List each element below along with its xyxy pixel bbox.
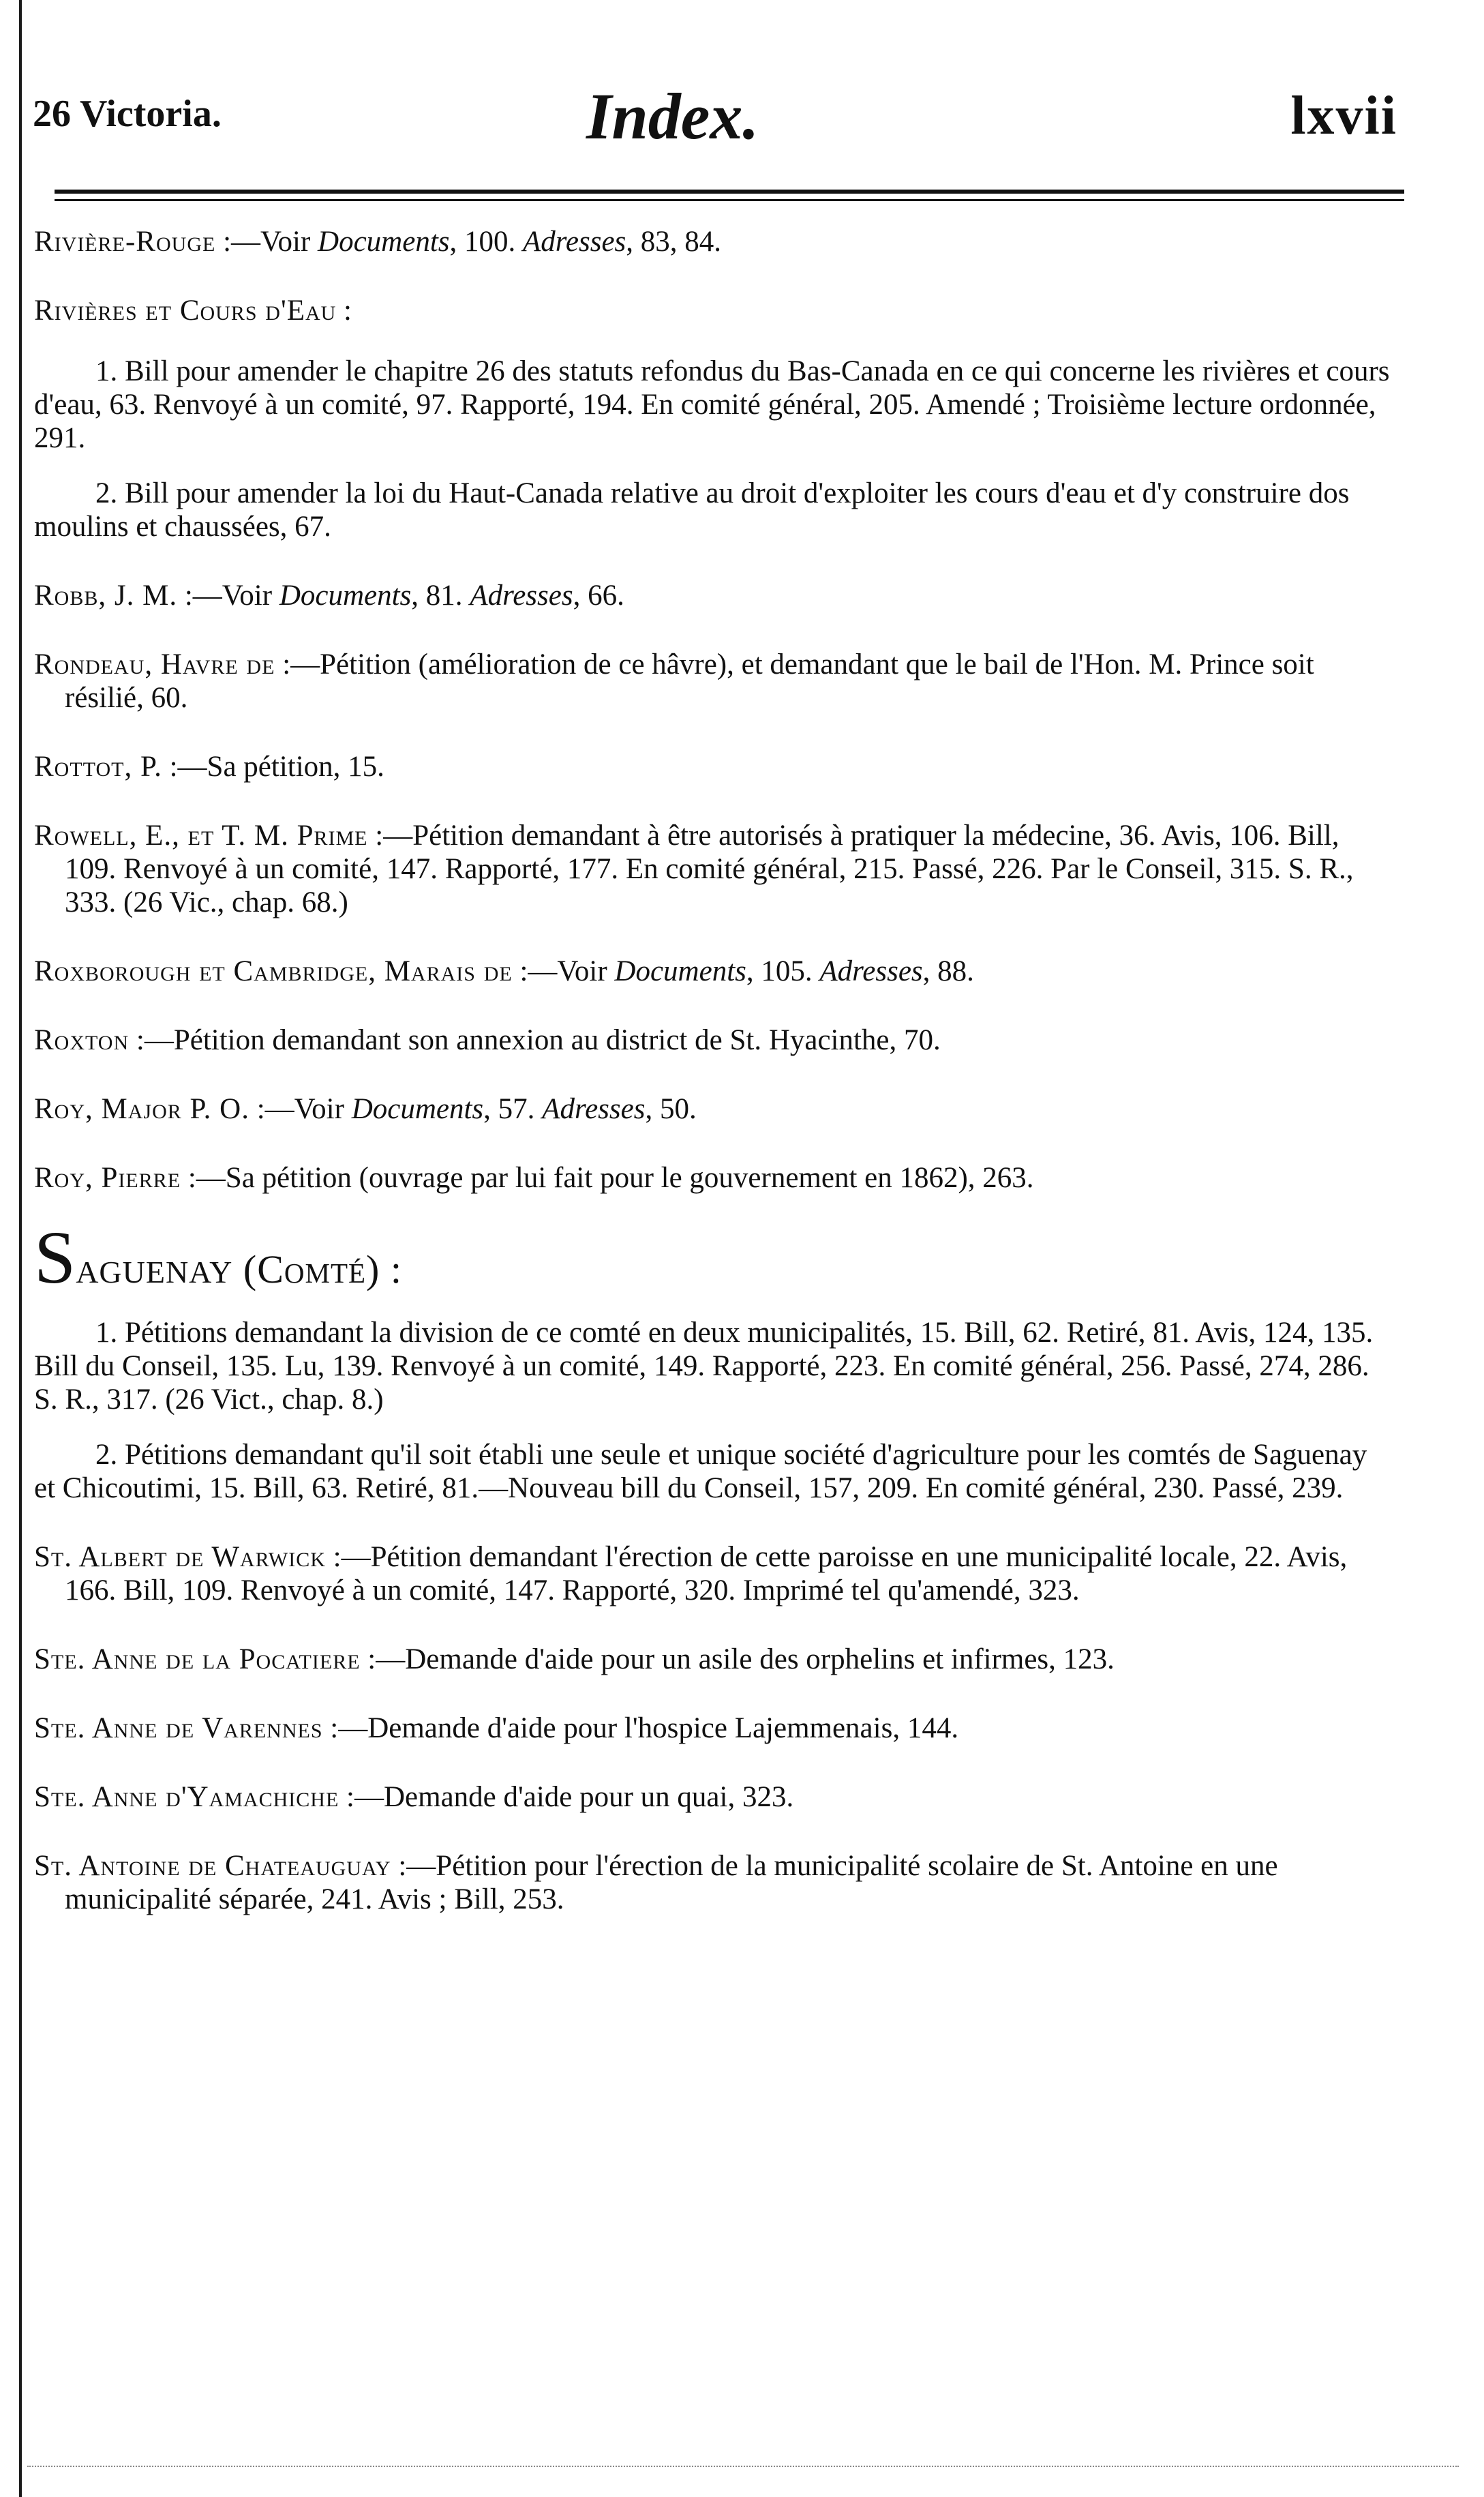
index-entry xyxy=(34,294,1391,543)
index-entry xyxy=(34,1540,1391,1607)
entry-text xyxy=(34,1161,1391,1195)
entry-reference-label: Documents xyxy=(614,955,746,987)
saguenay-subitem: 2. Pétitions demandant qu'il soit établi une seule et unique société d'agriculture pour les comtés de Saguenay et Chicoutimi, 15. Bill, 63. Retiré, 81.—Nouveau bill du Conseil, 157, 209. En comité général, 230. Passé, 239. xyxy=(34,1439,1367,1504)
entry-text-segment: :—Pétition demandant à être autorisés à pratiquer la médecine, 36. Avis, 106. Bill, 109. Renvoyé à un comité, 147. Rapporté, 177. En comité général, 215. Passé, 226. Par le Conseil, 315. S. R., 333. (26 Vic., chap. 68.) xyxy=(65,820,1354,918)
entry-text xyxy=(34,1849,1391,1916)
entry-text-segment: , 57. xyxy=(483,1093,543,1125)
entry-text-segment: :—Sa pétition, 15. xyxy=(162,751,384,783)
index-entry xyxy=(34,1092,1391,1126)
entry-text-segment: :—Demande d'aide pour un asile des orphelins et infirmes, 123. xyxy=(360,1643,1115,1675)
header-rule-thin xyxy=(55,199,1404,201)
bottom-edge xyxy=(27,2462,1459,2467)
heading-rest: AGUENAY xyxy=(76,1255,233,1289)
header-page-number: lxvii xyxy=(1290,86,1397,146)
entry-heading: Rowell, E., et T. M. Prime xyxy=(34,820,368,852)
index-entry xyxy=(34,750,1391,783)
entry-heading: St. Antoine de Chateauguay xyxy=(34,1850,391,1882)
index-entry xyxy=(34,1161,1391,1195)
entry-reference-label: Documents xyxy=(351,1093,484,1125)
index-entry xyxy=(34,1643,1391,1676)
entry-heading: Rottot, P. xyxy=(34,751,162,783)
entry-reference-label: Adresses xyxy=(470,580,573,612)
entry-text xyxy=(34,955,1391,988)
index-entry xyxy=(34,579,1391,612)
index-entry xyxy=(34,1711,1391,1745)
entry-text xyxy=(34,1780,1391,1814)
entry-text xyxy=(34,225,1391,258)
entry-heading: Roy, Major P. O. xyxy=(34,1093,249,1125)
entry-heading: Ste. Anne d'Yamachiche xyxy=(34,1781,339,1813)
entry-text xyxy=(34,1092,1391,1126)
index-entries-r xyxy=(34,225,1391,1195)
entry-text-segment: , 66. xyxy=(573,580,624,612)
entry-text-segment: :—Voir xyxy=(177,580,279,612)
entry-text xyxy=(34,750,1391,783)
entry-text xyxy=(34,294,1391,327)
saguenay-subitem: 1. Pétitions demandant la division de ce comté en deux municipalités, 15. Bill, 62. Retiré, 81. Avis, 124, 135. Bill du Conseil, 135. Lu, 139. Renvoyé à un comité, 149. Rapporté, 223. En comité général, 256. Passé, 274, 286. S. R., 317. (26 Vict., chap. 8.) xyxy=(34,1317,1374,1416)
index-entries-st xyxy=(34,1540,1391,1916)
entry-reference-label: Documents xyxy=(318,226,450,258)
entry-text xyxy=(34,579,1391,612)
page-header xyxy=(27,65,1397,181)
entry-subitem: 1. Bill pour amender le chapitre 26 des statuts refondus du Bas-Canada en ce qui concerne les rivières et cours d'eau, 63. Renvoyé à un comité, 97. Rapporté, 194. En comité général, 205. Amendé ; Troisième lecture ordonnée, 291. xyxy=(34,355,1390,454)
entry-text-segment: :—Pétition demandant son annexion au district de St. Hyacinthe, 70. xyxy=(129,1024,941,1056)
entry-text-segment: , 83, 84. xyxy=(626,226,722,258)
drop-cap: S xyxy=(34,1216,76,1299)
index-content xyxy=(34,225,1391,1952)
entry-text-segment: :—Voir xyxy=(215,226,318,258)
entry-text-segment: , 81. xyxy=(411,580,470,612)
entry-text-segment: :—Demande d'aide pour l'hospice Lajemmenais, 144. xyxy=(322,1712,959,1744)
entry-heading: Roxton xyxy=(34,1024,130,1056)
index-entry xyxy=(34,1780,1391,1814)
entry-text-segment: :—Pétition pour l'érection de la municipalité scolaire de St. Antoine en une municipalité séparée, 241. Avis ; Bill, 253. xyxy=(65,1850,1278,1915)
index-entry xyxy=(34,225,1391,258)
entry-text-segment: , 88. xyxy=(922,955,974,987)
entry-heading: St. Albert de Warwick xyxy=(34,1541,326,1573)
entry-text-segment: :—Sa pétition (ouvrage par lui fait pour le gouvernement en 1862), 263. xyxy=(181,1162,1034,1194)
saguenay-items xyxy=(34,1316,1391,1505)
entry-text-segment: , 105. xyxy=(746,955,820,987)
entry-heading: Roy, Pierre xyxy=(34,1162,181,1194)
header-title: Index. xyxy=(586,80,759,153)
index-entry xyxy=(34,1023,1391,1057)
header-volume: 26 Victoria. xyxy=(33,93,222,135)
entry-reference-label: Adresses xyxy=(819,955,923,987)
entry-text xyxy=(34,1711,1391,1745)
entry-reference-label: Adresses xyxy=(523,226,626,258)
entry-heading: Ste. Anne de la Pocatiere xyxy=(34,1643,361,1675)
entry-heading: Ste. Anne de Varennes xyxy=(34,1712,323,1744)
index-entry xyxy=(34,955,1391,988)
entry-subitems xyxy=(34,355,1391,543)
index-entry xyxy=(34,648,1391,715)
page-edge-rule xyxy=(19,0,22,2497)
entry-heading-saguenay xyxy=(34,1216,1391,1299)
index-entry xyxy=(34,819,1391,919)
entry-heading: Roxborough et Cambridge, Marais de xyxy=(34,955,513,987)
entry-text-segment: , 100. xyxy=(449,226,524,258)
entry-heading-tail: : xyxy=(336,295,352,327)
entry-text xyxy=(34,648,1391,715)
entry-text xyxy=(34,1540,1391,1607)
heading-paren: (Comté) : xyxy=(232,1247,402,1291)
index-entry xyxy=(34,1849,1391,1916)
entry-text-segment: :—Voir xyxy=(249,1093,352,1125)
entry-text xyxy=(34,819,1391,919)
entry-text-segment: , 50. xyxy=(645,1093,697,1125)
entry-subitem: 2. Bill pour amender la loi du Haut-Canada relative au droit d'exploiter les cours d'eau et d'y construire dos moulins et chaussées, 67. xyxy=(34,477,1350,543)
entry-text-segment: :—Demande d'aide pour un quai, 323. xyxy=(339,1781,794,1813)
entry-reference-label: Adresses xyxy=(542,1093,646,1125)
entry-heading: Rivières et Cours d'Eau xyxy=(34,295,337,327)
entry-text xyxy=(34,1023,1391,1057)
entry-heading: Rondeau, Havre de xyxy=(34,648,275,681)
entry-text-segment: :—Pétition demandant l'érection de cette paroisse en une municipalité locale, 22. Avis, 166. Bill, 109. Renvoyé à un comité, 147. Rapporté, 320. Imprimé tel qu'amendé, 323. xyxy=(65,1541,1348,1606)
index-entry-saguenay xyxy=(34,1216,1391,1505)
entry-text xyxy=(34,1643,1391,1676)
entry-reference-label: Documents xyxy=(279,580,412,612)
entry-heading: Rivière-Rouge xyxy=(34,226,216,258)
entry-text-segment: :—Pétition (amélioration de ce hâvre), et demandant que le bail de l'Hon. M. Prince soit résilié, 60. xyxy=(65,648,1314,714)
entry-heading: Robb, J. M. xyxy=(34,580,178,612)
header-rule-thick xyxy=(55,190,1404,194)
entry-text-segment: :—Voir xyxy=(512,955,615,987)
